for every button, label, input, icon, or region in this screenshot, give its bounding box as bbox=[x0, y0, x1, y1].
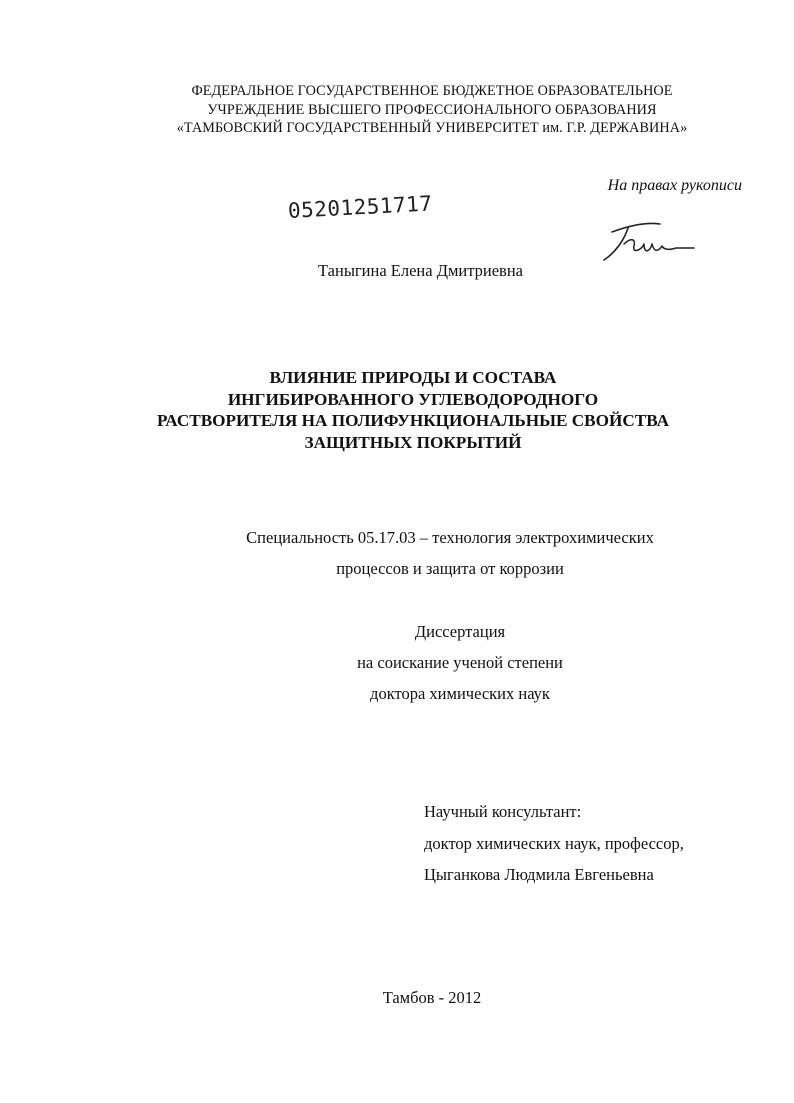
specialty-line-1: Специальность 05.17.03 – технология электрохимических bbox=[246, 528, 654, 547]
consultant-name: Цыганкова Людмила Евгеньевна bbox=[424, 865, 654, 884]
consultant-position: доктор химических наук, профессор, bbox=[424, 833, 684, 853]
degree-line-1: Диссертация bbox=[414, 622, 506, 641]
handwritten-signature-icon bbox=[598, 212, 702, 272]
degree-line-3: доктора химических наук bbox=[370, 684, 550, 703]
dissertation-title bbox=[150, 367, 676, 453]
institution-header bbox=[100, 82, 764, 138]
archive-number-stamp: 05201251717 bbox=[287, 191, 434, 223]
specialty-line-2: процессов и защита от коррозии bbox=[336, 559, 564, 578]
institution-line-1: ФЕДЕРАЛЬНОЕ ГОСУДАРСТВЕННОЕ БЮДЖЕТНОЕ ОБРАЗОВАТЕЛЬНОЕ bbox=[191, 83, 673, 99]
institution-line-3: «ТАМБОВСКИЙ ГОСУДАРСТВЕННЫЙ УНИВЕРСИТЕТ им. Г.Р. ДЕРЖАВИНА» bbox=[176, 120, 688, 136]
consultant-label: Научный консультант: bbox=[424, 802, 582, 821]
author-name: Таныгина Елена Дмитриевна bbox=[318, 261, 523, 280]
institution-line-2: УЧРЕЖДЕНИЕ ВЫСШЕГО ПРОФЕССИОНАЛЬНОГО ОБРАЗОВАНИЯ bbox=[207, 101, 657, 118]
title-line-3: РАСТВОРИТЕЛЯ НА ПОЛИФУНКЦИОНАЛЬНЫЕ СВОЙСТВА bbox=[156, 411, 670, 430]
degree-line-2: на соискание ученой степени bbox=[357, 653, 563, 672]
title-line-4: ЗАЩИТНЫХ ПОКРЫТИЙ bbox=[304, 432, 522, 452]
consultant-block bbox=[424, 796, 754, 891]
degree-block bbox=[230, 616, 690, 709]
title-line-2: ИНГИБИРОВАННОГО УГЛЕВОДОРОДНОГО bbox=[227, 389, 599, 409]
specialty-block bbox=[150, 522, 750, 584]
title-line-1: ВЛИЯНИЕ ПРИРОДЫ И СОСТАВА bbox=[269, 368, 557, 387]
rights-note: На правах рукописи bbox=[607, 177, 742, 194]
place-and-year: Тамбов - 2012 bbox=[382, 988, 482, 1007]
